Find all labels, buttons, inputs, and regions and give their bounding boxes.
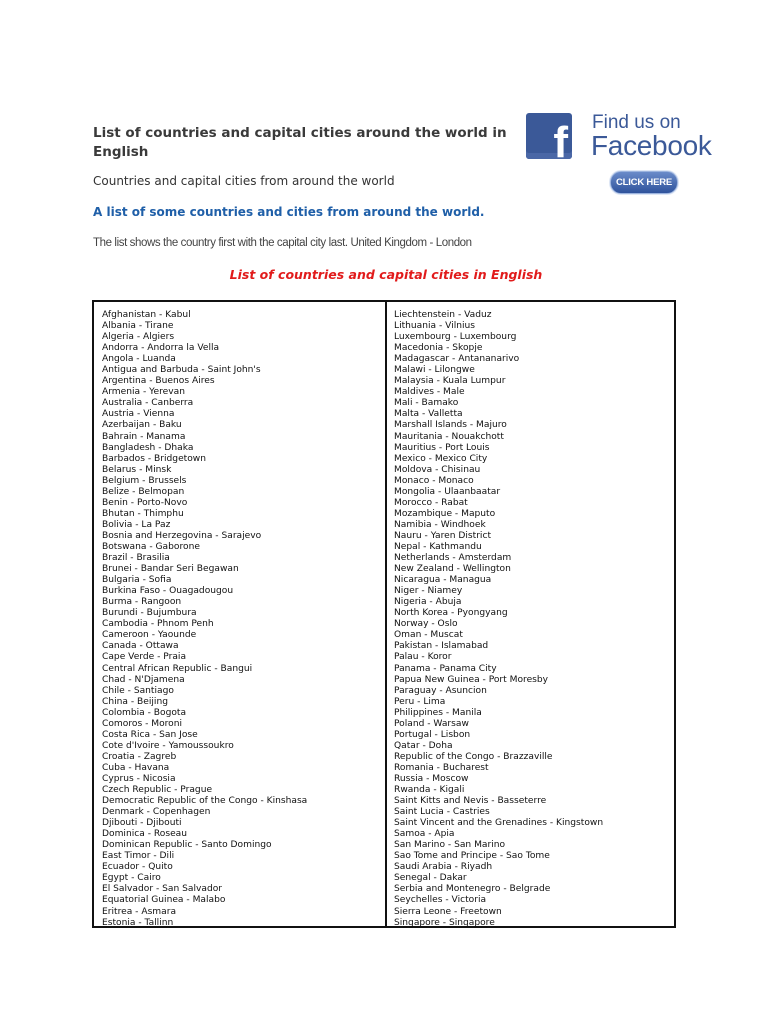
country-capital-entry: Ecuador - Quito [102, 862, 173, 873]
country-capital-entry: Australia - Canberra [102, 398, 194, 409]
country-capital-entry: Bangladesh - Dhaka [102, 442, 194, 453]
country-capital-entry: Burundi - Bujumbura [102, 608, 197, 619]
country-capital-entry: Portugal - Lisbon [394, 729, 471, 740]
country-capital-entry: Sao Tome and Principe - Sao Tome [394, 851, 550, 862]
country-capital-entry: Dominican Republic - Santo Domingo [102, 840, 272, 851]
country-capital-entry: Colombia - Bogota [102, 707, 187, 718]
country-capital-entry: El Salvador - San Salvador [102, 884, 223, 895]
country-capital-entry: Lithuania - Vilnius [394, 321, 476, 332]
country-capital-entry: Saint Vincent and the Grenadines - Kingstown [394, 818, 604, 829]
page-subtitle: Countries and capital cities from around the world [93, 174, 395, 188]
country-capital-entry: Marshall Islands - Majuro [394, 420, 507, 431]
country-capital-entry: Cambodia - Phnom Penh [102, 619, 214, 630]
country-capital-entry: Malawi - Lilongwe [394, 365, 475, 376]
country-capital-entry: Serbia and Montenegro - Belgrade [394, 884, 551, 895]
countries-column-right [385, 302, 674, 926]
country-capital-entry: Papua New Guinea - Port Moresby [394, 674, 549, 685]
country-capital-entry: Brunei - Bandar Seri Begawan [102, 564, 239, 575]
country-capital-entry: Moldova - Chisinau [394, 464, 481, 475]
country-capital-entry: Belgium - Brussels [102, 475, 187, 486]
country-capital-entry: Norway - Oslo [394, 619, 458, 630]
country-capital-entry: Mongolia - Ulaanbaatar [394, 486, 501, 497]
country-capital-entry: Estonia - Tallinn [102, 917, 174, 928]
country-capital-entry: Saint Lucia - Castries [394, 807, 490, 818]
country-capital-entry: Czech Republic - Prague [102, 785, 213, 796]
country-capital-entry: Romania - Bucharest [394, 762, 489, 773]
country-capital-entry: Cyprus - Nicosia [102, 773, 176, 784]
country-capital-entry: Mexico - Mexico City [394, 453, 488, 464]
country-capital-entry: Saudi Arabia - Riyadh [394, 862, 493, 873]
country-capital-entry: Antigua and Barbuda - Saint John's [102, 365, 261, 376]
country-capital-entry: Chad - N'Djamena [102, 674, 185, 685]
country-capital-entry: Angola - Luanda [102, 354, 176, 365]
country-capital-entry: Cape Verde - Praia [102, 652, 187, 663]
country-capital-entry: Cote d'Ivoire - Yamoussoukro [102, 740, 234, 751]
country-capital-entry: Seychelles - Victoria [394, 895, 487, 906]
country-capital-entry: Nauru - Yaren District [394, 530, 492, 541]
country-capital-entry: Madagascar - Antananarivo [394, 354, 520, 365]
country-capital-entry: Oman - Muscat [394, 630, 463, 641]
country-capital-entry: Austria - Vienna [102, 409, 175, 420]
country-capital-entry: Eritrea - Asmara [102, 906, 177, 917]
country-capital-entry: San Marino - San Marino [394, 840, 506, 851]
country-capital-entry: Paraguay - Asuncion [394, 685, 487, 696]
country-capital-entry: Bhutan - Thimphu [102, 508, 184, 519]
country-capital-entry: Panama - Panama City [394, 663, 497, 674]
intro-text: The list shows the country first with the capital city last. United Kingdom - London [93, 237, 472, 249]
country-capital-entry: Niger - Niamey [394, 586, 463, 597]
country-capital-entry: Liechtenstein - Vaduz [394, 310, 492, 320]
country-capital-entry: Malaysia - Kuala Lumpur [394, 376, 506, 387]
countries-table [92, 300, 676, 928]
country-capital-entry: Chile - Santiago [102, 685, 174, 696]
country-capital-entry: Nigeria - Abuja [394, 597, 462, 608]
country-capital-entry: Sierra Leone - Freetown [394, 906, 502, 917]
country-capital-entry: Dominica - Roseau [102, 829, 188, 840]
country-capital-entry: Mauritius - Port Louis [394, 442, 490, 453]
country-capital-entry: Afghanistan - Kabul [102, 310, 191, 320]
facebook-logo-letter: f [553, 118, 568, 159]
country-capital-entry: Democratic Republic of the Congo - Kinshasa [102, 796, 308, 807]
country-capital-entry: Nepal - Kathmandu [394, 541, 482, 552]
country-capital-entry: Costa Rica - San Jose [102, 729, 198, 740]
country-capital-entry: Denmark - Copenhagen [102, 807, 211, 818]
click-here-button[interactable]: CLICK HERE [610, 171, 678, 194]
country-capital-entry: Mozambique - Maputo [394, 508, 496, 519]
country-capital-entry: Central African Republic - Bangui [102, 663, 253, 674]
country-capital-entry: Malta - Valletta [394, 409, 463, 420]
country-capital-entry: Azerbaijan - Baku [102, 420, 182, 431]
country-capital-entry: Rwanda - Kigali [394, 785, 465, 796]
country-capital-entry: Belarus - Minsk [102, 464, 172, 475]
country-capital-entry: Cuba - Havana [102, 762, 170, 773]
country-capital-entry: Burkina Faso - Ouagadougou [102, 586, 234, 597]
country-capital-entry: Equatorial Guinea - Malabo [102, 895, 226, 906]
list-heading: List of countries and capital cities in English [229, 267, 543, 282]
country-capital-entry: Bolivia - La Paz [102, 519, 171, 530]
facebook-banner[interactable] [526, 113, 721, 203]
country-capital-entry: Algeria - Algiers [102, 332, 175, 343]
country-capital-entry: Netherlands - Amsterdam [394, 553, 512, 564]
country-capital-entry: Nicaragua - Managua [394, 575, 492, 586]
country-capital-entry: Botswana - Gaborone [102, 541, 200, 552]
country-capital-entry: Burma - Rangoon [102, 597, 182, 608]
section-heading: A list of some countries and cities from around the world. [93, 205, 485, 219]
country-capital-entry: Samoa - Apia [394, 829, 455, 840]
country-capital-entry: Bulgaria - Sofia [102, 575, 172, 586]
country-capital-entry: Republic of the Congo - Brazzaville [394, 751, 553, 762]
country-capital-entry: Qatar - Doha [394, 740, 453, 751]
country-capital-entry: Bahrain - Manama [102, 431, 186, 442]
country-capital-entry: Egypt - Cairo [102, 873, 161, 884]
country-capital-entry: Singapore - Singapore [394, 917, 495, 928]
country-capital-entry: Luxembourg - Luxembourg [394, 332, 517, 343]
facebook-brand-text: Facebook [591, 130, 712, 161]
country-capital-entry: Macedonia - Skopje [394, 343, 483, 354]
country-capital-entry: Mali - Bamako [394, 398, 459, 409]
facebook-logo-icon[interactable] [526, 113, 572, 159]
country-capital-entry: Armenia - Yerevan [102, 387, 185, 398]
facebook-find-text: Find us on [592, 112, 681, 133]
country-capital-entry: Djibouti - Djibouti [102, 818, 182, 829]
country-capital-entry: Cameroon - Yaounde [102, 630, 197, 641]
country-capital-entry: Peru - Lima [394, 696, 446, 707]
country-capital-entry: Palau - Koror [394, 652, 452, 663]
country-capital-entry: East Timor - Dili [102, 851, 175, 862]
country-capital-entry: Russia - Moscow [394, 773, 469, 784]
page-title: List of countries and capital cities around the world in English [93, 125, 507, 160]
country-capital-entry: Comoros - Moroni [102, 718, 183, 729]
country-capital-entry: North Korea - Pyongyang [394, 608, 508, 619]
country-capital-entry: Belize - Belmopan [102, 486, 185, 497]
country-capital-entry: Bosnia and Herzegovina - Sarajevo [102, 530, 262, 541]
country-capital-entry: Argentina - Buenos Aires [102, 376, 215, 387]
country-capital-entry: Monaco - Monaco [394, 475, 474, 486]
country-capital-entry: Brazil - Brasilia [102, 553, 170, 564]
country-capital-entry: Morocco - Rabat [394, 497, 468, 508]
country-capital-entry: Senegal - Dakar [394, 873, 467, 884]
country-capital-entry: Barbados - Bridgetown [102, 453, 207, 464]
country-capital-entry: Benin - Porto-Novo [102, 497, 188, 508]
country-capital-entry: China - Beijing [102, 696, 168, 707]
country-capital-entry: Andorra - Andorra la Vella [102, 343, 220, 354]
countries-column-left [94, 302, 385, 926]
country-capital-entry: Pakistan - Islamabad [394, 641, 489, 652]
country-capital-entry: Canada - Ottawa [102, 641, 179, 652]
country-capital-entry: Mauritania - Nouakchott [394, 431, 504, 442]
country-capital-entry: Albania - Tirane [102, 321, 174, 332]
country-capital-entry: Saint Kitts and Nevis - Basseterre [394, 796, 547, 807]
country-capital-entry: Maldives - Male [394, 387, 465, 398]
country-capital-entry: Namibia - Windhoek [394, 519, 486, 530]
country-capital-entry: Philippines - Manila [394, 707, 482, 718]
country-capital-entry: Croatia - Zagreb [102, 751, 177, 762]
country-capital-entry: New Zealand - Wellington [394, 564, 511, 575]
country-capital-entry: Poland - Warsaw [394, 718, 469, 729]
